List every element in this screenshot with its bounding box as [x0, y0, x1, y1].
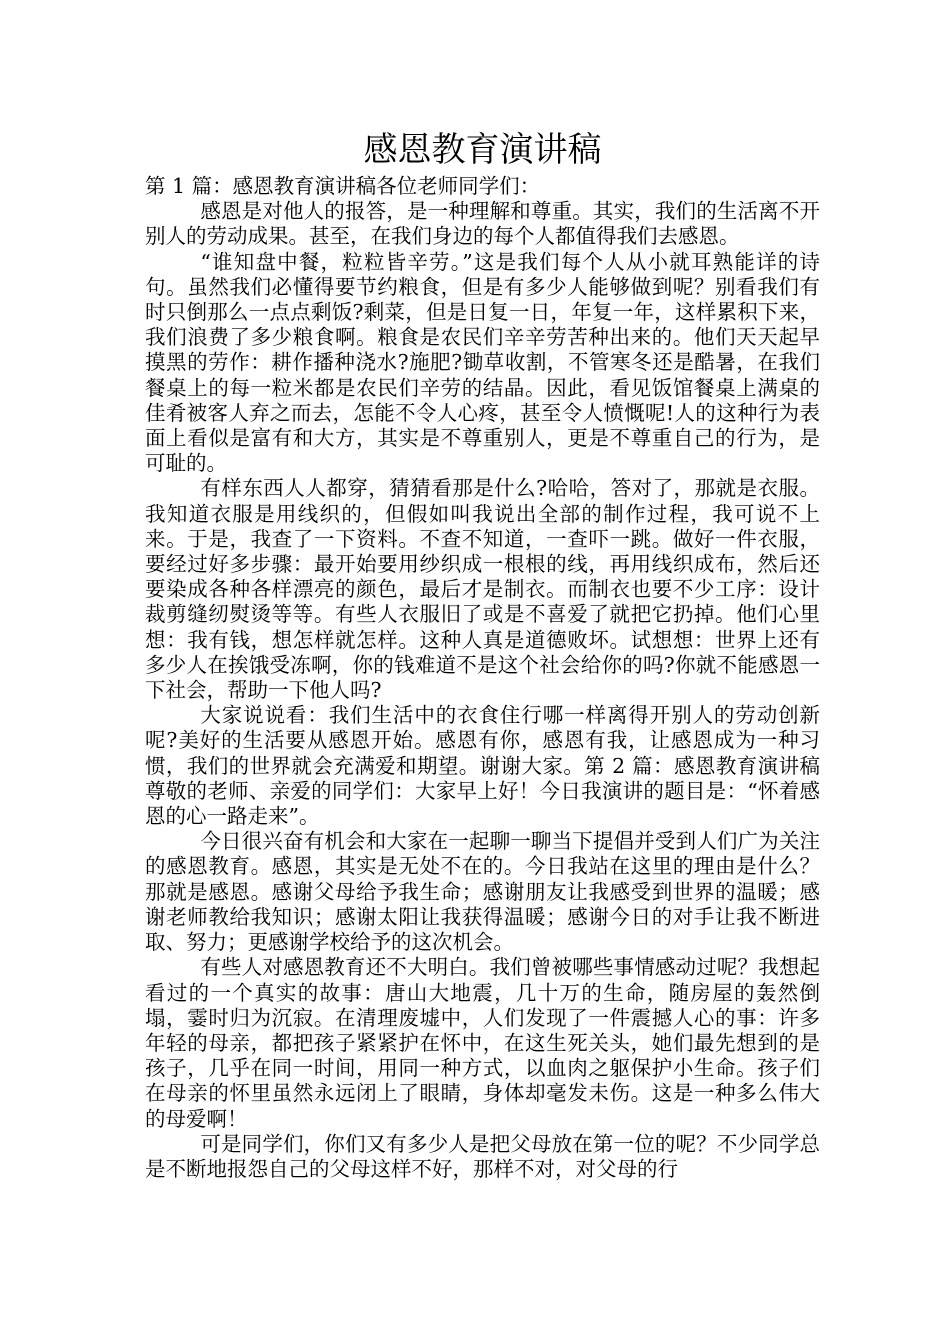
paragraph: 可是同学们，你们又有多少人是把父母放在第一位的呢？不少同学总是不断地报怨自己的父母这样不好，那样不对，对父母的行 — [145, 1131, 820, 1181]
paragraph: 有样东西人人都穿，猜猜看那是什么?哈哈，答对了，那就是衣服。我知道衣服是用线织的，但假如叫我说出全部的制作过程，我可说不上来。于是，我查了一下资料。不查不知道，一查吓一跳。做好一件衣服，要经过好多步骤：最开始要用纱织成一根根的线，再用线织成布，然后还要染成各种各样漂亮的颜色，最后才是制衣。而制衣也要不少工序：设计裁剪缝纫熨烫等等。有些人衣服旧了或是不喜爱了就把它扔掉。他们心里想：我有钱，想怎样就怎样。这种人真是道德败坏。试想想：世界上还有多少人在挨饿受冻啊，你的钱难道不是这个社会给你的吗?你就不能感恩一下社会，帮助一下他人吗? — [145, 476, 820, 703]
paragraph: 感恩是对他人的报答，是一种理解和尊重。其实，我们的生活离不开别人的劳动成果。甚至，在我们身边的每个人都值得我们去感恩。 — [145, 199, 820, 249]
paragraph: 有些人对感恩教育还不大明白。我们曾被哪些事情感动过呢？我想起看过的一个真实的故事：唐山大地震，几十万的生命，随房屋的轰然倒塌，霎时归为沉寂。在清理废墟中，人们发现了一件震撼人心的事：许多年轻的母亲，都把孩子紧紧护在怀中，在这生死关头，她们最先想到的是孩子，几乎在同一时间，用同一种方式，以血肉之躯保护小生命。孩子们在母亲的怀里虽然永远闭上了眼睛，身体却毫发未伤。这是一种多么伟大的母爱啊！ — [145, 955, 820, 1131]
paragraph: 今日很兴奋有机会和大家在一起聊一聊当下提倡并受到人们广为关注的感恩教育。感恩，其实是无处不在的。今日我站在这里的理由是什么？那就是感恩。感谢父母给予我生命；感谢朋友让我感受到世界的温暖；感谢老师教给我知识；感谢太阳让我获得温暖；感谢今日的对手让我不断进取、努力；更感谢学校给予的这次机会。 — [145, 829, 820, 955]
intro-line: 第 1 篇：感恩教育演讲稿各位老师同学们： — [145, 174, 541, 198]
paragraph: 大家说说看：我们生活中的衣食住行哪一样离得开别人的劳动创新呢?美好的生活要从感恩开始。感恩有你，感恩有我，让感恩成为一种习惯，我们的世界就会充满爱和期望。谢谢大家。第 2 篇：感恩教育演讲稿尊敬的老师、亲爱的同学们：大家早上好！今日我演讲的题目是：“怀着感恩的心一路走来”。 — [145, 703, 820, 829]
paragraph: “谁知盘中餐，粒粒皆辛劳。”这是我们每个人从小就耳熟能详的诗句。虽然我们必懂得要节约粮食，但是有多少人能够做到呢？别看我们有时只倒那么一点点剩饭?剩菜，但是日复一日，年复一年，这样累积下来，我们浪费了多少粮食啊。粮食是农民们辛辛劳苦种出来的。他们天天起早摸黑的劳作：耕作播种浇水?施肥?锄草收割，不管寒冬还是酷暑，在我们餐桌上的每一粒米都是农民们辛劳的结晶。因此，看见饭馆餐桌上满桌的佳肴被客人弃之而去，怎能不令人心疼，甚至令人愤慨呢!人的这种行为表面上看似是富有和大方，其实是不尊重别人，更是不尊重自己的行为，是可耻的。 — [145, 249, 820, 476]
document-title: 感恩教育演讲稿 — [363, 130, 602, 170]
document-page — [145, 128, 820, 1182]
